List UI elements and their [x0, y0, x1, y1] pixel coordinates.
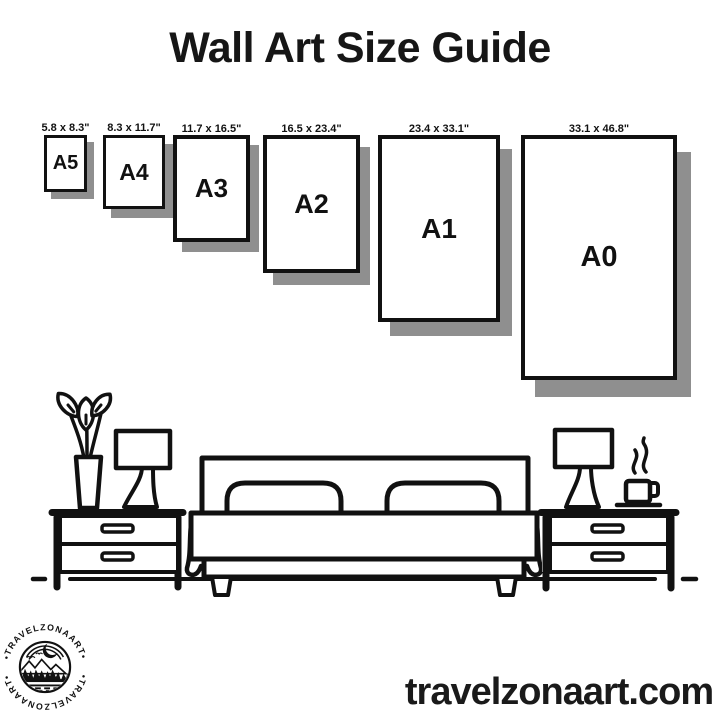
lamp-shade	[116, 431, 170, 468]
size-letter-a5: A5	[52, 152, 79, 174]
bed	[187, 458, 541, 595]
size-letter-a0: A0	[580, 241, 618, 273]
size-letter-a2: A2	[294, 188, 329, 219]
drawer-handle	[592, 525, 623, 532]
dimension-label-a1: 23.4 x 33.1"	[408, 123, 470, 135]
pillow	[387, 483, 499, 514]
nightstand-right	[541, 510, 676, 588]
bedroom-illustration	[0, 378, 720, 613]
size-letter-a3: A3	[194, 173, 229, 203]
steam-icon	[633, 450, 636, 473]
brand-logo-badge	[0, 621, 91, 713]
lamp-base	[566, 467, 599, 507]
size-frame-a5	[41, 122, 90, 192]
mattress-blanket	[191, 513, 537, 559]
table-lamp-left	[116, 431, 170, 507]
dimension-label-a0: 33.1 x 46.8"	[568, 123, 630, 135]
size-letter-a4: A4	[119, 158, 149, 185]
bed-leg	[497, 577, 516, 595]
lamp-base	[124, 467, 157, 507]
coffee-cup	[617, 438, 660, 505]
steam-icon	[643, 438, 646, 472]
dimension-label-a2: 16.5 x 23.4"	[281, 123, 342, 135]
size-frame-a1	[378, 123, 500, 322]
logo-text-top: •TRAVELZONAART•	[1, 622, 89, 661]
bed-leg	[212, 577, 231, 595]
size-frame-a0	[521, 123, 677, 380]
nightstand-left	[52, 510, 183, 587]
size-letter-a1: A1	[421, 212, 457, 244]
cup-body	[626, 481, 650, 502]
drawer-handle	[102, 553, 133, 560]
dimension-label-a3: 11.7 x 16.5"	[181, 123, 242, 135]
page-title: Wall Art Size Guide	[169, 24, 551, 72]
vase-with-plant	[53, 389, 115, 508]
pillow	[227, 483, 341, 514]
dimension-label-a4: 8.3 x 11.7"	[107, 122, 161, 134]
drawer-handle	[592, 553, 623, 560]
vase	[76, 457, 101, 508]
logo-text-bottom: •TRAVELZONAART•	[1, 673, 89, 712]
bed-base	[204, 559, 524, 577]
lamp-shade	[555, 430, 612, 467]
drawer-handle	[102, 525, 133, 532]
table-lamp-right	[555, 430, 612, 507]
size-frame-a3	[173, 123, 250, 242]
dimension-label-a5: 5.8 x 8.3"	[41, 122, 90, 134]
size-frame-a2	[263, 123, 360, 273]
website-url: travelzonaart.com	[404, 671, 714, 713]
size-frame-a4	[103, 122, 165, 209]
